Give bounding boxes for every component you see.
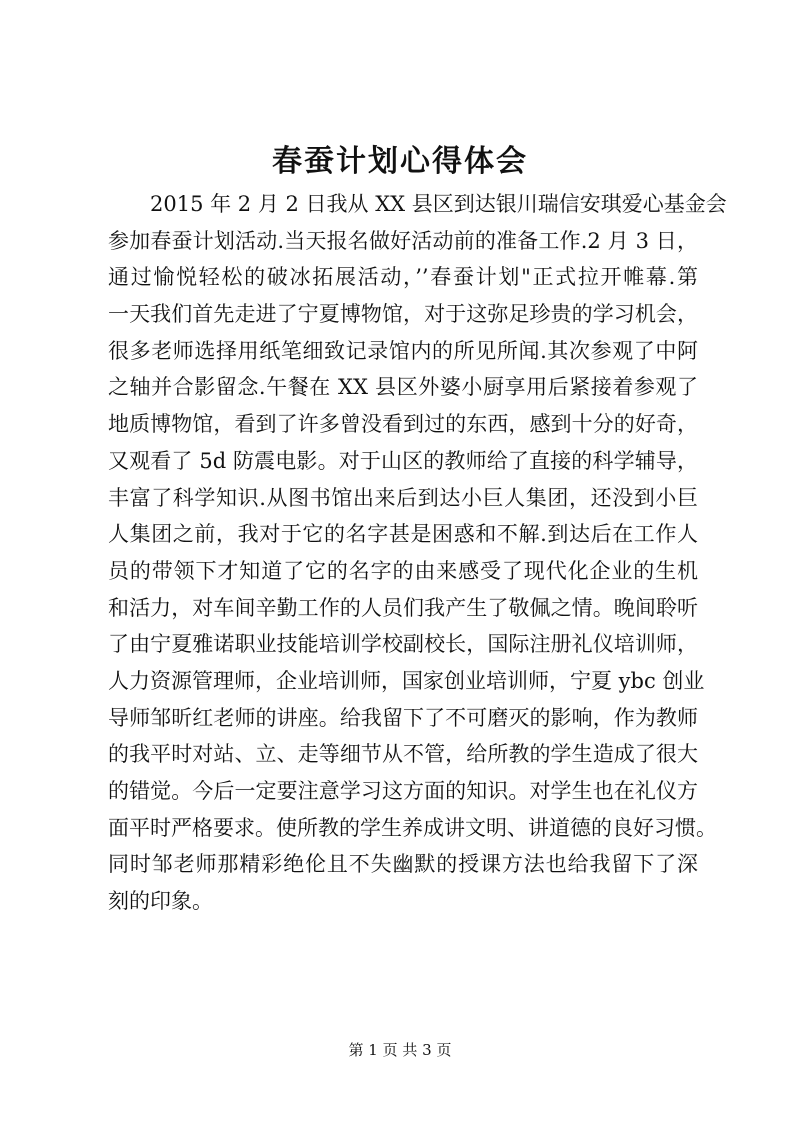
paragraph-line: 参加春蚕计划活动.当天报名做好活动前的准备工作.2 月 3 日， xyxy=(108,228,698,253)
paragraph-line: 员的带领下才知道了它的名字的由来感受了现代化企业的生机 xyxy=(108,558,698,583)
page-number-footer: 第 1 页 共 3 页 xyxy=(348,1041,452,1059)
paragraph-line: 人力资源管理师，企业培训师，国家创业培训师，宁夏 ybc 创业 xyxy=(108,668,705,693)
paragraph-line: 人集团之前，我对于它的名字甚是困惑和不解.到达后在工作人 xyxy=(108,522,698,547)
paragraph-line: 丰富了科学知识.从图书馆出来后到达小巨人集团，还没到小巨 xyxy=(108,485,698,510)
paragraph-line: 一天我们首先走进了宁夏博物馆，对于这弥足珍贵的学习机会， xyxy=(108,302,698,327)
paragraph-line: 了由宁夏雅诺职业技能培训学校副校长，国际注册礼仪培训师， xyxy=(108,632,698,657)
paragraph-line: 刻的印象。 xyxy=(108,889,213,914)
document-title: 春蚕计划心得体会 xyxy=(272,144,528,179)
paragraph-line: 的错觉。今后一定要注意学习这方面的知识。对学生也在礼仪方 xyxy=(108,779,698,803)
paragraph-line: 地质博物馆，看到了许多曾没看到过的东西，感到十分的好奇， xyxy=(108,412,698,437)
paragraph-line: 同时邹老师那精彩绝伦且不失幽默的授课方法也给我留下了深 xyxy=(108,852,698,877)
paragraph-line: 和活力，对车间辛勤工作的人员们我产生了敬佩之情。晚间聆听 xyxy=(108,595,698,620)
paragraph-line: 2015 年 2 月 2 日我从 XX 县区到达银川瑞信安琪爱心基金会 xyxy=(150,192,727,216)
paragraph-line: 面平时严格要求。使所教的学生养成讲文明、讲道德的良好习惯。 xyxy=(108,815,717,840)
paragraph-line: 通过愉悦轻松的破冰拓展活动，’’春蚕计划"正式拉开帷幕.第 xyxy=(108,265,698,290)
paragraph-line: 导师邹昕红老师的讲座。给我留下了不可磨灭的影响，作为教师 xyxy=(108,705,698,730)
body-paragraph xyxy=(108,186,727,920)
paragraph-line: 又观看了 5d 防震电影。对于山区的教师给了直接的科学辅导， xyxy=(108,448,698,473)
paragraph-line: 之轴并合影留念.午餐在 XX 县区外婆小厨享用后紧接着参观了 xyxy=(108,375,698,400)
paragraph-line: 的我平时对站、立、走等细节从不管，给所教的学生造成了很大 xyxy=(108,742,698,767)
paragraph-line: 很多老师选择用纸笔细致记录馆内的所见所闻.其次参观了中阿 xyxy=(108,338,698,363)
